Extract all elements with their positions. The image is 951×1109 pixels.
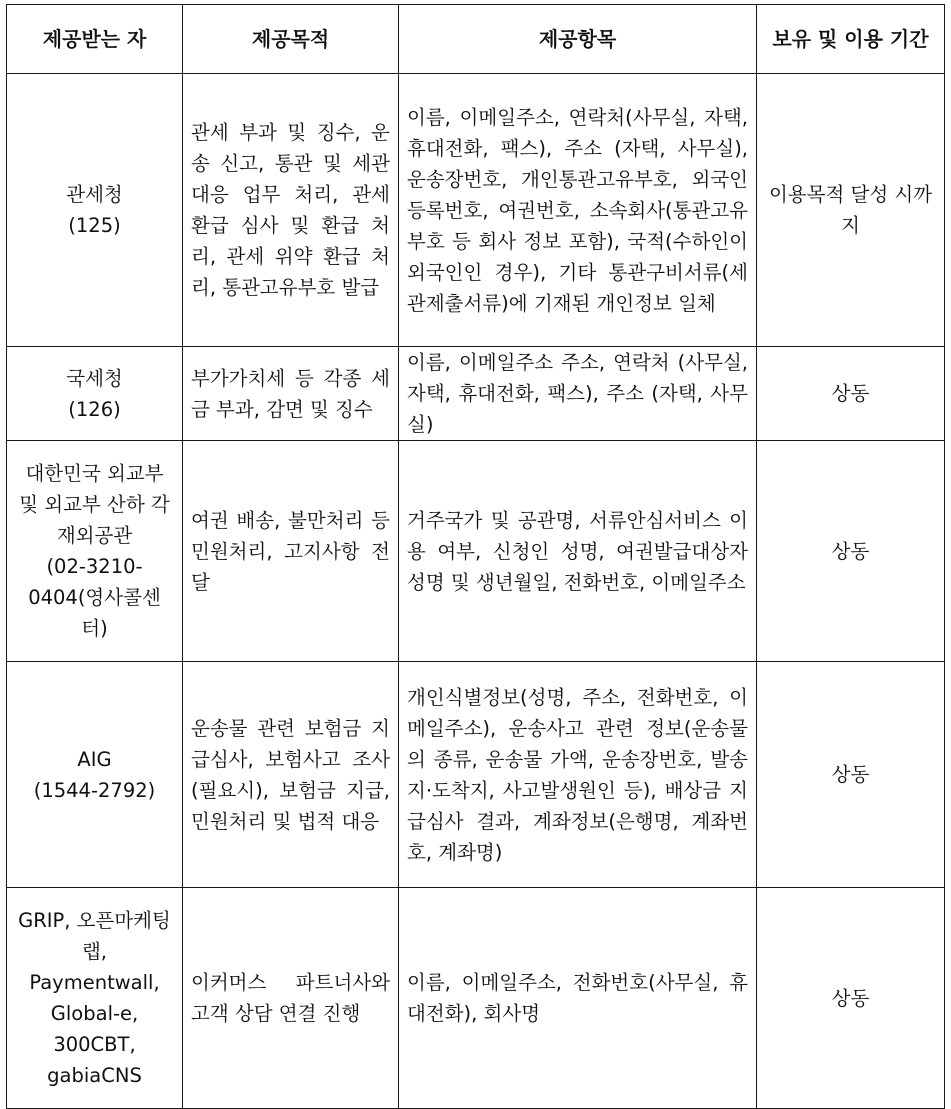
recipient-cell: [7, 74, 183, 347]
recipient-contact: (1544-2792): [33, 778, 156, 802]
recipient-contact: (125): [68, 214, 121, 237]
header-items: 제공항목: [399, 5, 757, 74]
table-row: [7, 662, 945, 888]
recipient-contact: (126): [68, 397, 121, 421]
period-cell: 이용목적 달성 시까지: [757, 74, 945, 347]
purpose-cell: 부가가치세 등 각종 세금 부과, 감면 및 징수: [183, 347, 399, 441]
table-row: [7, 74, 945, 347]
purpose-cell: 운송물 관련 보험금 지급심사, 보험사고 조사(필요시), 보험금 지급, 민원처리 및 법적 대응: [183, 662, 399, 888]
recipient-contact: (02-3210-0404(영사콜센터): [28, 555, 161, 640]
recipient-name: 국세청: [66, 366, 123, 390]
purpose-cell: 이커머스 파트너사와 고객 상담 연결 진행: [183, 888, 399, 1109]
recipient-name: GRIP, 오픈마케팅랩, Paymentwall, Global-e, 300CBT, gabiaCNS: [18, 909, 171, 1087]
period-cell: 상동: [757, 888, 945, 1109]
privacy-sharing-table: [6, 4, 945, 1109]
recipient-cell: [7, 347, 183, 441]
purpose-cell: 여권 배송, 불만처리 등 민원처리, 고지사항 전달: [183, 441, 399, 662]
items-cell: 개인식별정보(성명, 주소, 전화번호, 이메일주소), 운송사고 관련 정보(운송물의 종류, 운송물 가액, 운송장번호, 발송지·도착지, 사고발생원인 등), 배상금 지급심사 결과, 계좌정보(은행명, 계좌번호, 계좌명): [399, 662, 757, 888]
table-row: [7, 441, 945, 662]
recipient-cell: [7, 662, 183, 888]
table-row: [7, 888, 945, 1109]
table-header-row: [7, 5, 945, 74]
purpose-cell: 관세 부과 및 징수, 운송 신고, 통관 및 세관 대응 업무 처리, 관세 환급 심사 및 환급 처리, 관세 위약 환급 처리, 통관고유부호 발급: [183, 74, 399, 347]
items-cell: 이름, 이메일주소, 연락처(사무실, 자택, 휴대전화, 팩스), 주소 (자택, 사무실), 운송장번호, 개인통관고유부호, 외국인등록번호, 여권번호, 소속회사(통관고유부호 등 회사 정보 포함), 국적(수하인이 외국인인 경우), 기타 통관구비서류(세관제출서류)에 기재된 개인정보 일체: [399, 74, 757, 347]
table-row: [7, 347, 945, 441]
items-cell: 이름, 이메일주소 주소, 연락처 (사무실, 자택, 휴대전화, 팩스), 주소 (자택, 사무실): [399, 347, 757, 441]
period-cell: 상동: [757, 662, 945, 888]
recipient-name: 대한민국 외교부 및 외교부 산하 각 재외공관: [19, 462, 170, 547]
recipient-cell: [7, 888, 183, 1109]
header-recipient: 제공받는 자: [7, 5, 183, 74]
recipient-name: 관세청: [66, 183, 123, 206]
items-cell: 이름, 이메일주소, 전화번호(사무실, 휴대전화), 회사명: [399, 888, 757, 1109]
header-purpose: 제공목적: [183, 5, 399, 74]
header-period: 보유 및 이용 기간: [757, 5, 945, 74]
recipient-name: AIG: [77, 747, 112, 771]
items-cell: 거주국가 및 공관명, 서류안심서비스 이용 여부, 신청인 성명, 여권발급대상자 성명 및 생년월일, 전화번호, 이메일주소: [399, 441, 757, 662]
period-cell: 상동: [757, 441, 945, 662]
recipient-cell: [7, 441, 183, 662]
period-cell: 상동: [757, 347, 945, 441]
